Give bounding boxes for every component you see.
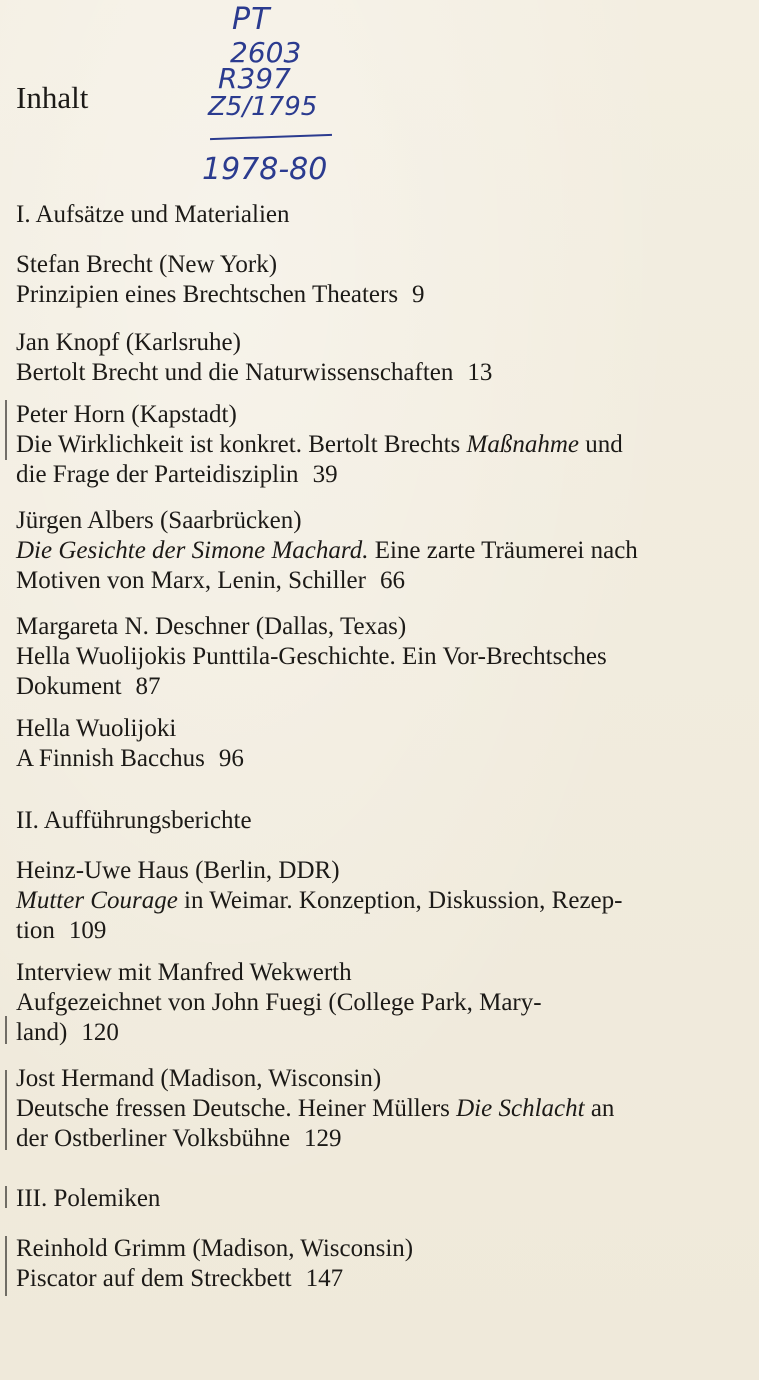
entry-title-line [16, 536, 746, 566]
entry-author: Jan Knopf (Karlsruhe) [16, 329, 241, 356]
margin-pencil-mark [5, 1186, 7, 1208]
entry-title: A Finnish Bacchus [16, 745, 205, 772]
page-number: 9 [412, 281, 425, 308]
page-number: 39 [312, 461, 338, 488]
entry-title: der Ostberliner Volksbühne [16, 1125, 291, 1152]
toc-entry-haus [16, 856, 746, 946]
entry-title-line [16, 744, 746, 774]
toc-entry-brecht [16, 250, 746, 310]
entry-title: Piscator auf dem Streckbett [16, 1265, 292, 1292]
entry-title: Bertolt Brecht und die Naturwissenschaften [16, 359, 454, 386]
entry-title-italic: Die Gesichte der Simone Machard. [16, 537, 369, 564]
margin-pencil-mark [5, 1236, 7, 1296]
entry-title-line [16, 1124, 746, 1154]
handwritten-call-number-line-1: PT [232, 2, 271, 37]
entry-title-line [16, 430, 746, 460]
section-title-3: III. Polemiken [16, 1185, 161, 1212]
entry-title-line [16, 358, 746, 388]
entry-title-part: Die Wirklichkeit ist konkret. Bertolt Brechts [16, 431, 467, 458]
entry-title: Motiven von Marx, Lenin, Schiller [16, 567, 366, 594]
entry-title-italic: Maßnahme [466, 431, 580, 458]
handwritten-call-number-line-4: Z5/1795 [208, 92, 318, 122]
page-heading: Inhalt [16, 80, 89, 115]
toc-entry-albers [16, 506, 746, 596]
entry-title-line [16, 1264, 746, 1294]
margin-pencil-mark [5, 1016, 7, 1044]
entry-title-line [16, 988, 746, 1018]
entry-title-line [16, 280, 746, 310]
entry-title-part: an [584, 1095, 615, 1122]
margin-pencil-mark [5, 1070, 7, 1150]
page-number: 66 [379, 567, 405, 594]
entry-title-line [16, 1094, 746, 1124]
entry-title-part: Eine zarte Träumerei nach [368, 537, 638, 564]
entry-author: Reinhold Grimm (Madison, Wisconsin) [16, 1235, 414, 1262]
entry-title-line [16, 642, 746, 672]
entry-title-italic: Die Schlacht [456, 1095, 585, 1122]
entry-title-line [16, 460, 746, 490]
entry-title-italic: Mutter Courage [16, 887, 178, 914]
handwritten-underline [210, 134, 332, 140]
entry-title: Aufgezeichnet von John Fuegi (College Park, Mary- [16, 989, 542, 1016]
handwritten-call-number-line-2: 2603 [230, 36, 302, 69]
entry-author: Heinz-Uwe Haus (Berlin, DDR) [16, 857, 340, 884]
page-number: 109 [68, 917, 107, 944]
margin-pencil-mark [5, 400, 7, 460]
page-number: 129 [304, 1125, 342, 1152]
toc-entry-grimm [16, 1234, 746, 1294]
page-number: 147 [305, 1265, 344, 1292]
entry-title: Hella Wuolijokis Punttila-Geschichte. Ein Vor-Brechtsches [16, 643, 607, 670]
toc-entry-deschner [16, 612, 746, 702]
entry-title-part: in Weimar. Konzeption, Diskussion, Rezep- [177, 887, 623, 914]
handwritten-call-number-line-3: R397 [218, 62, 291, 95]
toc-entry-wuolijoki [16, 714, 746, 774]
page-number: 120 [81, 1019, 119, 1046]
entry-author: Jürgen Albers (Saarbrücken) [16, 507, 302, 534]
entry-title: Dokument [16, 673, 122, 700]
entry-title-line [16, 916, 746, 946]
entry-title: tion [16, 917, 55, 944]
toc-entry-knopf [16, 328, 746, 388]
section-title-1: I. Aufsätze und Materialien [16, 201, 290, 228]
entry-author: Margareta N. Deschner (Dallas, Texas) [16, 613, 407, 640]
entry-title: Prinzipien eines Brechtschen Theaters [16, 281, 399, 308]
toc-entry-wekwerth [16, 958, 746, 1048]
page-number: 96 [218, 745, 244, 772]
toc-entry-horn [16, 400, 746, 490]
page-number: 13 [467, 359, 493, 386]
entry-title-part: Deutsche fressen Deutsche. Heiner Müllers [16, 1095, 457, 1122]
entry-author: Interview mit Manfred Wekwerth [16, 959, 352, 986]
entry-author: Hella Wuolijoki [16, 715, 177, 742]
entry-title-part: und [579, 431, 623, 458]
page-number: 87 [135, 673, 161, 700]
entry-title-line [16, 672, 746, 702]
handwritten-call-number-line-5: 1978-80 [202, 152, 328, 187]
entry-title: land) [16, 1019, 68, 1046]
section-title-2: II. Aufführungsberichte [16, 807, 252, 834]
toc-entry-hermand [16, 1064, 746, 1154]
entry-author: Jost Hermand (Madison, Wisconsin) [16, 1065, 382, 1092]
entry-title-line [16, 886, 746, 916]
entry-title: die Frage der Parteidisziplin [16, 461, 299, 488]
entry-author: Stefan Brecht (New York) [16, 251, 278, 278]
entry-title-line [16, 1018, 746, 1048]
entry-author: Peter Horn (Kapstadt) [16, 401, 237, 428]
entry-title-line [16, 566, 746, 596]
